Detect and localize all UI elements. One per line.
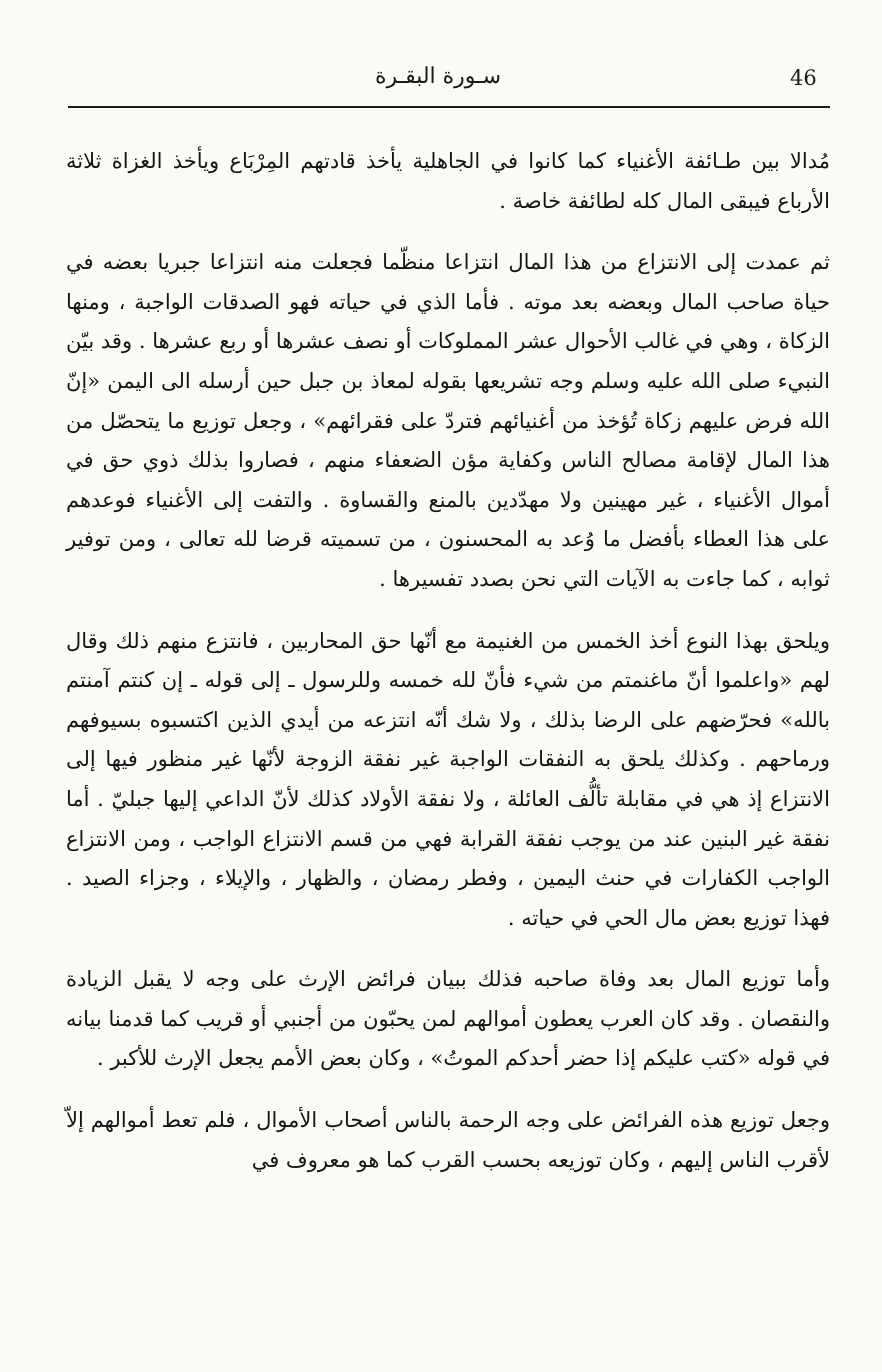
paragraph-5: وجعل توزيع هذه الفرائض على وجه الرحمة بالناس أصحاب الأموال ، فلم تعط أموالهم إلاّ لأقرب الناس إليهم ، وكان توزيعه بحسب القرب كما هو معروف في — [66, 1108, 830, 1172]
paragraph-2: ثم عمدت إلى الانتزاع من هذا المال انتزاعا منظّما فجعلت منه انتزاعا جبريا بعضه في حياة صاحب المال وبعضه بعد موته . فأما الذي في حياته فهو الصدقات الواجبة ، ومنها الزكاة ، وهي في غالب الأحوال عشر المملوكات أو نصف عشرها أو ربع عشرها . وقد بيّن النبيء صلى الله عليه وسلم وجه تشريعها بقوله لمعاذ بن جبل حين أرسله الى اليمن «إنّ الله فرض عليهم زكاة تُؤخذ من أغنيائهم فتردّ على فقرائهم» ، وجعل توزيع ما يتحصّل من هذا المال لإقامة مصالح الناس وكفاية مؤن الضعفاء منهم ، فصاروا بذلك ذوي حق في أموال الأغنياء ، غير مهينين ولا مهدّدين بالمنع والقساوة . والتفت إلى الأغنياء فوعدهم على هذا العطاء بأفضل ما وُعد به المحسنون ، من تسميته قرضا لله تعالى ، ومن توفير ثوابه ، كما جاءت به الآيات التي نحن بصدد تفسيرها . — [66, 250, 830, 591]
page-number: 46 — [790, 66, 817, 90]
paragraph-1: مُدالا بين طـائفة الأغنياء كما كانوا في الجاهلية يأخذ قادتهم المِرْبَاع ويأخذ الغزاة ثلاثة الأرباع فيبقى المال كله لطائفة خاصة . — [66, 149, 830, 213]
paragraph-3: ويلحق بهذا النوع أخذ الخمس من الغنيمة مع أنّها حق المحاربين ، فانتزع منهم ذلك وقال لهم «واعلموا أنّ ماغنمتم من شيء فأنّ لله خمسه وللرسول ـ إلى قوله ـ إن كنتم آمنتم بالله» فحرّضهم على الرضا بذلك ، ولا شك أنّه انتزعه من أيدي الذين اكتسبوه بسيوفهم ورماحهم . وكذلك يلحق به النفقات الواجبة غير نفقة الزوجة لأنّها غير منظور فيها إلى الانتزاع إذ هي في مقابلة تألُّف العائلة ، ولا نفقة الأولاد كذلك لأنّ الداعي إليها جبليّ . أما نفقة غير البنين عند من يوجب نفقة القرابة فهي من قسم الانتزاع الواجب ، ومن الانتزاع الواجب الكفارات في حنث اليمين ، وفطر رمضان ، والظهار ، والإيلاء ، وجزاء الصيد . فهذا توزيع بعض مال الحي في حياته . — [66, 628, 830, 930]
page-body — [66, 142, 830, 1202]
running-title: سـورة البقـرة — [374, 64, 502, 89]
page-header — [68, 62, 828, 102]
paragraph-4: وأما توزيع المال بعد وفاة صاحبه فذلك ببيان فرائض الإرث على وجه لا يقبل الزيادة والنقصان . وقد كان العرب يعطون أموالهم لمن يحبّون من أجنبي أو قريب كما قدمنا بيانه في قوله «كتب عليكم إذا حضر أحدكم الموتُ» ، وكان بعض الأمم يجعل الإرث للأكبر . — [66, 967, 830, 1071]
header-divider — [68, 106, 830, 108]
